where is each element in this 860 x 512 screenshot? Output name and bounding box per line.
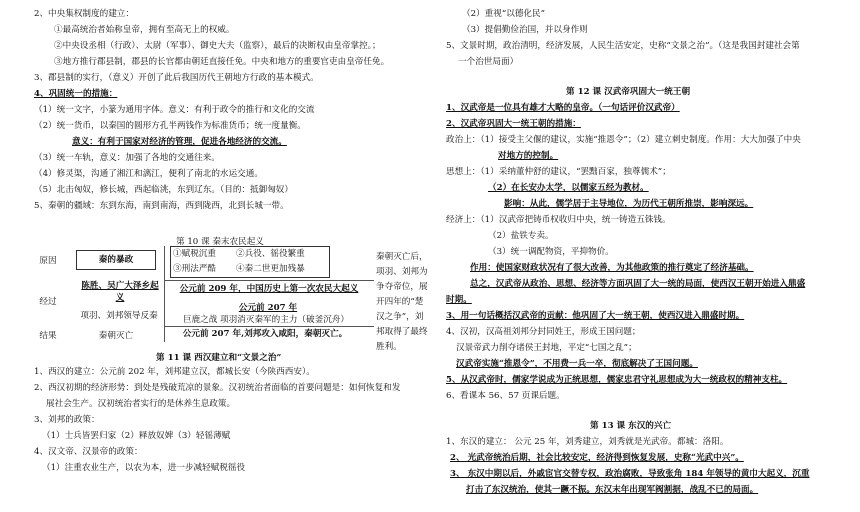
table-divider bbox=[164, 246, 165, 342]
row-label-result: 结果 bbox=[39, 331, 57, 341]
text-line: 4、汉初，汉高祖刘邦分封同姓王，形成王国问题； bbox=[446, 327, 641, 337]
text-line: 汉武帝实施“推恩令”，不用费一兵一卒，彻底解决了王国问题。 bbox=[456, 359, 698, 369]
cause-item: ②兵役、徭役繁重 bbox=[236, 249, 305, 259]
text-line: 2、 光武帝统治后期，社会比较安定，经济得到恢复发展，史称“光武中兴”。 bbox=[450, 453, 744, 463]
text-line: 政治上：（1）接受主父偃的建议，实施“推恩令”；（2）建立刺史制度。作用：大大加强了中央 bbox=[446, 135, 801, 145]
lesson-13-title: 第 13 课 东汉的兴亡 bbox=[590, 421, 672, 431]
table-divider bbox=[164, 280, 374, 281]
text-line: 5、文景时期，政治清明，经济发展，人民生活安定，史称“文景之治”。（这是我国封建社会第 bbox=[446, 41, 800, 51]
result-text: 公元前 207 年,刘邦攻入咸阳，秦朝灭亡。 bbox=[182, 329, 348, 339]
text-line: 打击了东汉统治，使其一蹶不振。东汉末年出现军阀割据，战乱不已的局面。 bbox=[466, 485, 759, 495]
text-line: 总之，汉武帝从政治、思想、经济等方面巩固了大一统的局面，使西汉王朝开始进入鼎盛 bbox=[470, 279, 806, 289]
text-line: 经济上：（1）汉武帝把铸币权收归中央，统一铸造五铢钱。 bbox=[446, 215, 671, 225]
cause-item: ①赋税沉重 bbox=[173, 249, 216, 259]
text-line: 思想上：（1）采纳董仲舒的建议，“罢黜百家，独尊儒术”； bbox=[446, 167, 671, 177]
text-line: 5、秦朝的疆域：东到东海，南到南海，西到陇西，北到长城一带。 bbox=[34, 201, 289, 211]
text-line: （1）统一文字，小篆为通用字体。意义：有利于政令的推行和文化的交流 bbox=[34, 105, 315, 115]
text-line: （2）在长安办太学，以儒家五经为教材。 bbox=[488, 183, 649, 193]
text-line: ②中央设丞相（行政）、太尉（军事）、御史大夫（监察），最后的决断权由皇帝掌控。； bbox=[54, 41, 381, 51]
table-divider bbox=[164, 326, 374, 327]
text-line: 4、巩固统一的措施： bbox=[34, 89, 118, 99]
text-line: 5、从汉武帝时，儒家学说成为正统思想，儒家忠君守礼思想成为大一统政权的精神支柱。 bbox=[446, 375, 788, 385]
text-line: ③地方推行郡县制，郡县的长官都由朝廷直接任免。中央和地方的重要官吏由皇帝任免。 bbox=[54, 57, 390, 67]
text-line: 展社会生产。汉初统治者实行的是休养生息政策。 bbox=[46, 399, 236, 409]
text-line: （2）重视“以德化民” bbox=[462, 9, 546, 19]
text-line: ①最高统治者始称皇帝，拥有至高无上的权威。 bbox=[54, 25, 235, 35]
text-line: 1、东汉的建立： 公元 25 年，刘秀建立，刘秀就是光武帝。都城：洛阳。 bbox=[446, 437, 729, 447]
text-line: 一个治世局面） bbox=[458, 57, 519, 67]
text-line: 4、汉文帝、汉景帝的政策： bbox=[34, 447, 143, 457]
process-first-uprising: 公元前 209 年，中国历史上第一次农民大起义 bbox=[179, 284, 359, 294]
lesson-11-title: 第 11 课 西汉建立和“文景之治” bbox=[156, 353, 282, 363]
lesson-10-title: 第 10 课 秦末农民起义 bbox=[176, 237, 264, 247]
cause-item: ③刑法严酷 bbox=[173, 264, 216, 274]
text-line: （1）注重农业生产，以农为本，进一步减轻赋税徭役 bbox=[42, 463, 246, 473]
text-line: （1）士兵皆罢归家（2）释放奴婢（3）轻徭薄赋 bbox=[42, 431, 231, 441]
lesson-12-title: 第 12 课 汉武帝巩固大一统王朝 bbox=[566, 87, 691, 97]
text-line: （2）盐铁专卖。 bbox=[488, 231, 554, 241]
text-line: （2）统一货币，以秦国的圆形方孔半两钱作为标准货币；统一度量衡。 bbox=[34, 121, 306, 131]
text-line: （3）统一调配物资，平抑物价。 bbox=[488, 247, 614, 257]
cause-frame bbox=[170, 246, 330, 278]
result-cell: 秦朝灭亡 bbox=[98, 331, 134, 341]
text-line: （3）提倡勤俭治国，并以身作则 bbox=[462, 25, 588, 35]
text-line: （4）修灵渠，沟通了湘江和漓江，便利了南北的水运交通。 bbox=[34, 169, 263, 179]
text-line: 2、汉武帝巩固大一统王朝的措施： bbox=[446, 119, 581, 129]
process-year: 公元前 207 年 bbox=[238, 303, 298, 313]
text-line: 3、用一句话概括汉武帝的贡献：他巩固了大一统王朝，使西汉进入鼎盛时期。 bbox=[446, 311, 745, 321]
text-line: 汉景帝武力削夺诸侯王封地，平定“七国之乱”； bbox=[456, 343, 637, 353]
text-line: 对地方的控制。 bbox=[498, 151, 559, 161]
process-julu: 巨鹿之战 项羽消灭秦军的主力（破釜沉舟） bbox=[182, 315, 349, 325]
side-note: 秦朝灭亡后， 项羽、刘邦为 争夺帝位，展 开四年的“楚 汉之争”，刘 邦取得了最终 胜利。 bbox=[376, 252, 428, 352]
text-line: 6、看课本 56、57 页课后题。 bbox=[446, 391, 565, 401]
row-label-process: 经过 bbox=[39, 297, 57, 307]
cause-item: ④秦二世更加残暴 bbox=[236, 264, 305, 274]
text-line: 3、 东汉中期以后，外戚宦官交替专权，政治腐败，导致张角 184 年领导的黄巾大起义，沉重 bbox=[450, 469, 810, 479]
text-line: 时期。 bbox=[446, 295, 472, 305]
cause-cell: 秦的暴政 bbox=[98, 255, 134, 265]
text-line: （5）北击匈奴，修长城，西起临洮，东到辽东。（目的：抵御匈奴） bbox=[34, 185, 293, 195]
text-line: 3、郡县制的实行，（意义）开创了此后我国历代王朝地方行政的基本模式。 bbox=[34, 73, 319, 83]
text-line: 意义：有利于国家对经济的管理，促进各地经济的交流。 bbox=[72, 137, 287, 147]
process-xiang-liu: 项羽、刘邦领导反秦 bbox=[80, 311, 158, 321]
text-line: 2、中央集权制度的建立： bbox=[34, 9, 134, 19]
text-line: 影响：从此，儒学居于主导地位，为历代王朝所推崇，影响深远。 bbox=[504, 199, 754, 209]
process-uprising: 陈胜、吴广大泽乡起义 bbox=[81, 281, 159, 303]
text-line: 1、西汉的建立：公元前 202 年，刘邦建立汉，都城长安（今陕西西安）。 bbox=[34, 367, 315, 377]
row-label-cause: 原因 bbox=[39, 256, 57, 266]
text-line: （3）统一车轨，意义：加强了各地的交通往来。 bbox=[34, 153, 220, 163]
text-line: 3、刘邦的政策： bbox=[34, 415, 100, 425]
text-line: 作用：使国家财政状况有了很大改善，为其他政策的推行奠定了经济基础。 bbox=[470, 263, 754, 273]
text-line: 2、西汉初期的经济形势：到处是残破荒凉的景象。汉初统治者面临的首要问题是：如何恢复和发 bbox=[34, 383, 401, 393]
text-line: 1、汉武帝是一位具有雄才大略的皇帝。（一句话评价汉武帝） bbox=[446, 103, 680, 113]
